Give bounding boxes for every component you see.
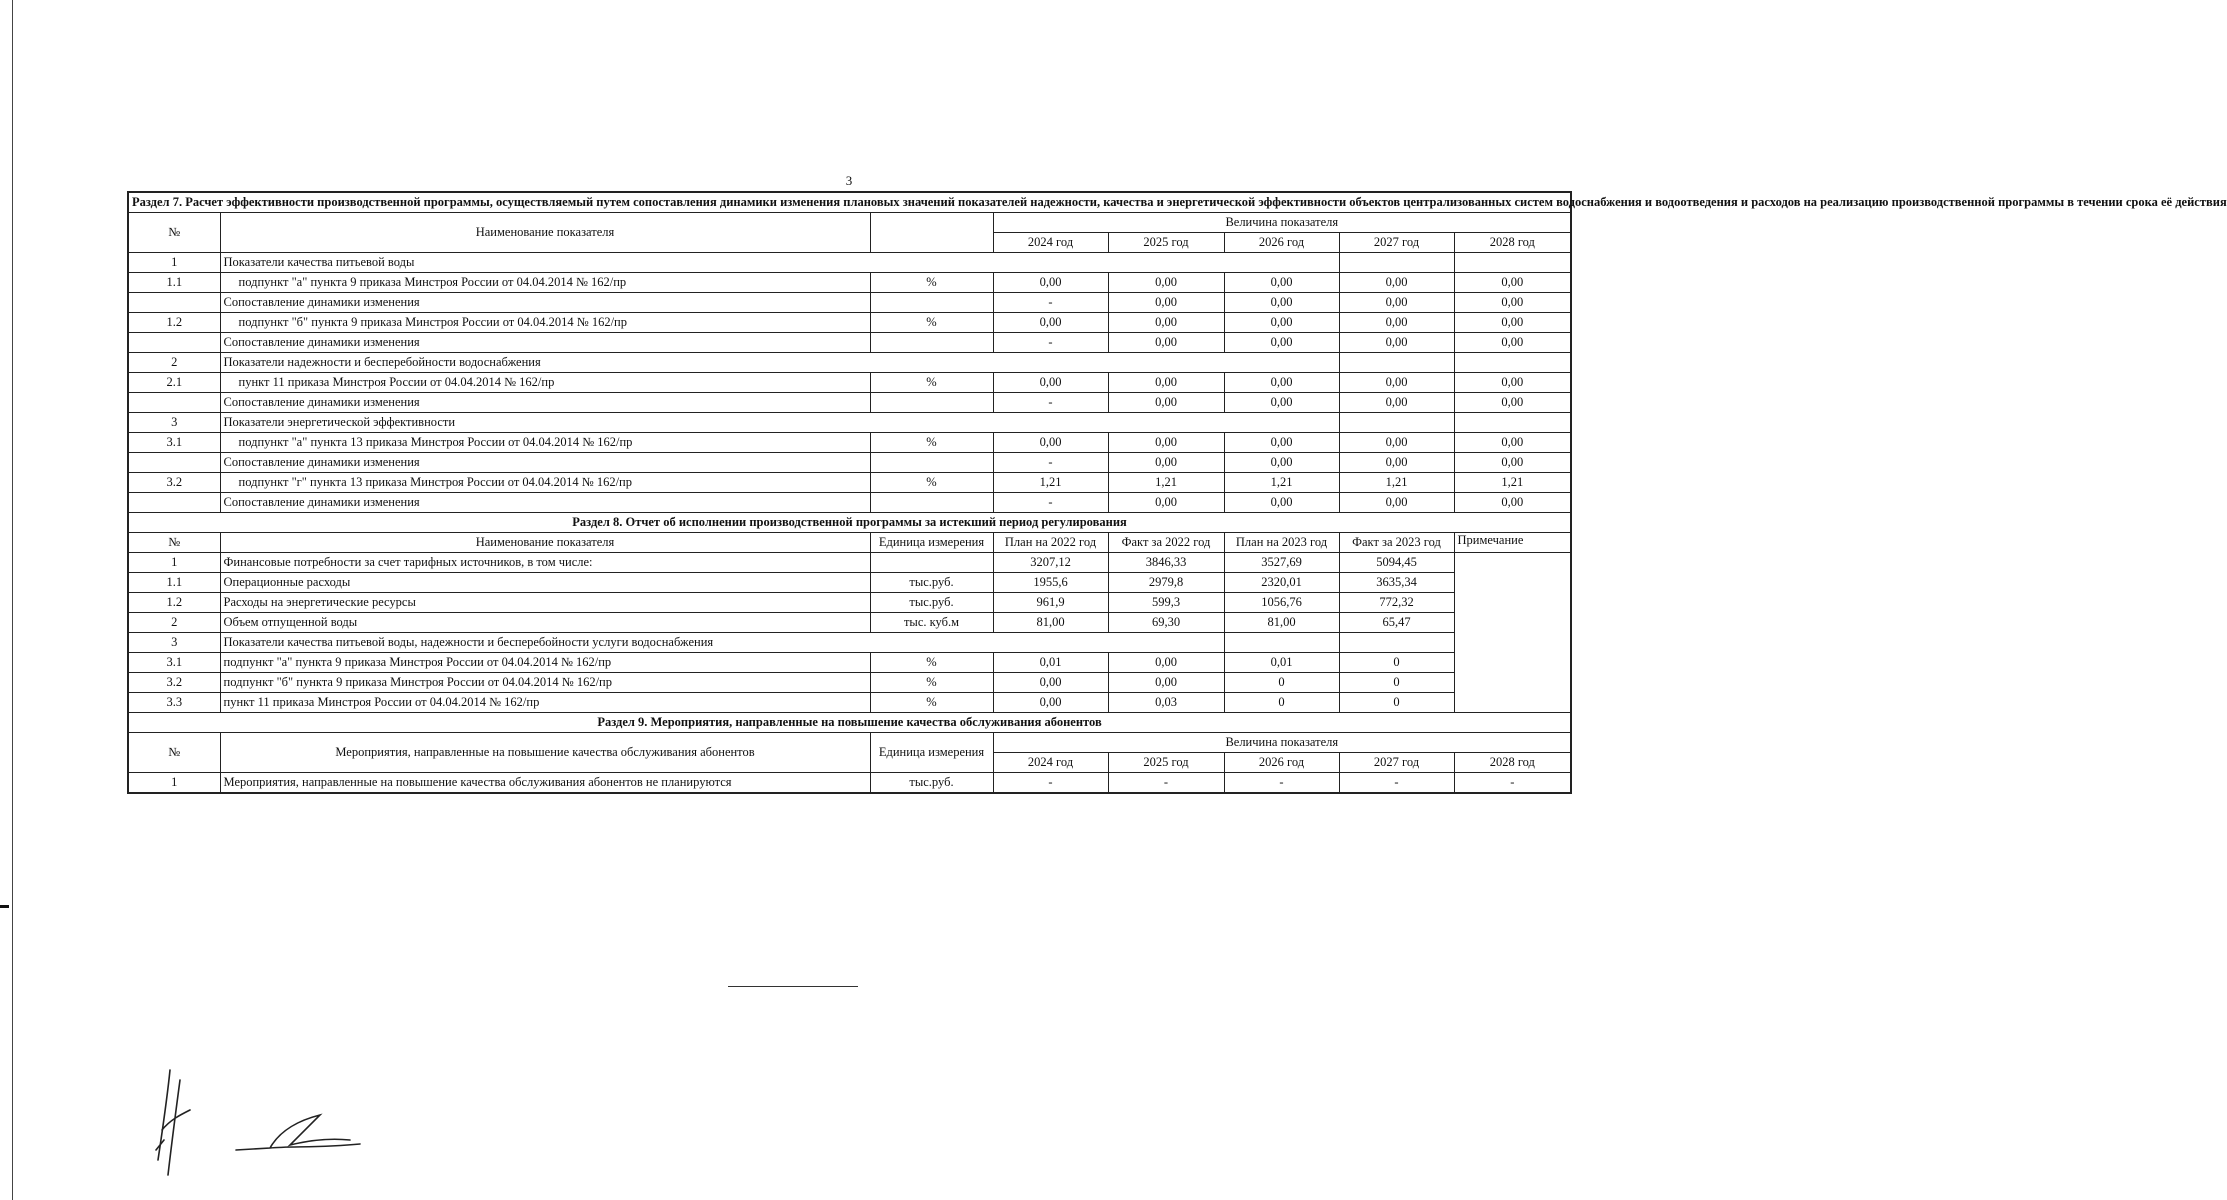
row-group-label: Показатели надежности и бесперебойности водоснабжения — [220, 353, 1339, 373]
table-row — [128, 613, 1571, 633]
row-number: 3 — [128, 413, 220, 433]
row-unit: % — [870, 313, 993, 333]
row-value: 0,00 — [1454, 293, 1571, 313]
table-row — [128, 633, 1571, 653]
row-value: 5094,45 — [1339, 553, 1454, 573]
row-value: 0,00 — [1339, 373, 1454, 393]
row-unit: % — [870, 673, 993, 693]
row-value: 0,00 — [1454, 453, 1571, 473]
row-value: - — [993, 773, 1108, 794]
row-unit: % — [870, 693, 993, 713]
row-value: 0,00 — [1108, 293, 1224, 313]
row-number — [128, 333, 220, 353]
col-header-year: 2025 год — [1108, 753, 1224, 773]
table-row — [128, 593, 1571, 613]
row-value: 961,9 — [993, 593, 1108, 613]
row-value: 0,00 — [993, 433, 1108, 453]
row-value: - — [993, 393, 1108, 413]
row-value: 0,01 — [993, 653, 1108, 673]
col-header-year: 2024 год — [993, 753, 1108, 773]
col-header-name: Наименование показателя — [220, 533, 870, 553]
table-row — [128, 773, 1571, 794]
row-unit: % — [870, 473, 993, 493]
col-header-period: План на 2022 год — [993, 533, 1108, 553]
row-value: - — [993, 333, 1108, 353]
table-row — [128, 413, 1571, 433]
row-value: 1,21 — [1454, 473, 1571, 493]
row-value: 2320,01 — [1224, 573, 1339, 593]
row-number: 3.1 — [128, 433, 220, 453]
table-cell — [1454, 413, 1571, 433]
row-value: 0,00 — [1108, 333, 1224, 353]
row-value: 0,00 — [1454, 313, 1571, 333]
row-value: - — [1224, 773, 1339, 794]
row-value: 0,00 — [1339, 493, 1454, 513]
col-header-num: № — [128, 733, 220, 773]
row-value: 0 — [1339, 673, 1454, 693]
col-header-value: Величина показателя — [993, 213, 1571, 233]
row-number: 1.2 — [128, 313, 220, 333]
row-value: 1,21 — [1224, 473, 1339, 493]
row-value: 0,00 — [1224, 273, 1339, 293]
table-row — [128, 693, 1571, 713]
row-value: 0,00 — [993, 673, 1108, 693]
row-value: 0,00 — [1108, 373, 1224, 393]
col-header-year: 2026 год — [1224, 753, 1339, 773]
row-value: 0,00 — [1108, 673, 1224, 693]
row-number — [128, 293, 220, 313]
col-header-year: 2024 год — [993, 233, 1108, 253]
section9-title: Раздел 9. Мероприятия, направленные на повышение качества обслуживания абонентов — [128, 713, 1571, 733]
section7-header-row — [128, 213, 1571, 233]
row-label: пункт 11 приказа Минстроя России от 04.04.2014 № 162/пр — [220, 693, 870, 713]
row-value: 2979,8 — [1108, 573, 1224, 593]
row-unit — [870, 293, 993, 313]
row-label: пункт 11 приказа Минстроя России от 04.04.2014 № 162/пр — [220, 373, 870, 393]
row-group-label: Показатели энергетической эффективности — [220, 413, 1339, 433]
row-label: Сопоставление динамики изменения — [220, 453, 870, 473]
col-header-year: 2025 год — [1108, 233, 1224, 253]
report-table-body — [128, 192, 2227, 793]
row-value: 0,00 — [1454, 273, 1571, 293]
row-value: 0,00 — [1339, 333, 1454, 353]
row-value: 3207,12 — [993, 553, 1108, 573]
table-row — [128, 373, 1571, 393]
row-label: Расходы на энергетические ресурсы — [220, 593, 870, 613]
row-number — [128, 453, 220, 473]
table-row — [128, 433, 1571, 453]
row-value: 0,00 — [1224, 453, 1339, 473]
row-number: 2 — [128, 353, 220, 373]
table-row — [128, 573, 1571, 593]
row-unit: % — [870, 433, 993, 453]
row-value: 0,00 — [993, 273, 1108, 293]
col-header-year: 2028 год — [1454, 233, 1571, 253]
row-value: 1056,76 — [1224, 593, 1339, 613]
row-value: 1955,6 — [993, 573, 1108, 593]
section8-title: Раздел 8. Отчет об исполнении производственной программы за истекший период регулирования — [128, 513, 1571, 533]
row-label: Операционные расходы — [220, 573, 870, 593]
table-row — [128, 393, 1571, 413]
row-label: подпункт "б" пункта 9 приказа Минстроя России от 04.04.2014 № 162/пр — [220, 313, 870, 333]
col-header-year: 2026 год — [1224, 233, 1339, 253]
table-row — [128, 253, 1571, 273]
col-header-num: № — [128, 213, 220, 253]
report-table — [127, 191, 2227, 794]
row-value: 0,01 — [1224, 653, 1339, 673]
col-header-name: Наименование показателя — [220, 213, 870, 253]
row-number: 3.1 — [128, 653, 220, 673]
row-label: Сопоставление динамики изменения — [220, 333, 870, 353]
row-value: 0,00 — [993, 693, 1108, 713]
table-row — [128, 353, 1571, 373]
page-edge-mark — [0, 905, 9, 908]
col-header-unit: Единица измерения — [870, 733, 993, 773]
col-header-year: 2028 год — [1454, 753, 1571, 773]
row-unit: % — [870, 273, 993, 293]
row-value: 0,03 — [1108, 693, 1224, 713]
row-number: 2 — [128, 613, 220, 633]
row-value: - — [1339, 773, 1454, 794]
row-value: 81,00 — [1224, 613, 1339, 633]
row-unit: % — [870, 653, 993, 673]
row-value: 0 — [1224, 693, 1339, 713]
col-header-period: Факт за 2023 год — [1339, 533, 1454, 553]
row-value: 1,21 — [1339, 473, 1454, 493]
table-row — [128, 293, 1571, 313]
row-value: 0 — [1339, 653, 1454, 673]
section7-title-row — [128, 192, 1571, 213]
row-label: Сопоставление динамики изменения — [220, 493, 870, 513]
row-value: 599,3 — [1108, 593, 1224, 613]
row-unit: тыс.руб. — [870, 573, 993, 593]
row-unit — [870, 333, 993, 353]
row-value: 0,00 — [1339, 293, 1454, 313]
table-cell — [1339, 353, 1454, 373]
row-value: 0,00 — [1454, 393, 1571, 413]
row-unit: % — [870, 373, 993, 393]
col-header-year: 2027 год — [1339, 233, 1454, 253]
row-number: 1 — [128, 773, 220, 794]
row-value: 0,00 — [1224, 373, 1339, 393]
table-cell — [1339, 253, 1454, 273]
row-value: 0,00 — [1454, 493, 1571, 513]
row-value: 0,00 — [1224, 313, 1339, 333]
note-cell — [1454, 553, 1571, 713]
row-value: 0,00 — [1224, 333, 1339, 353]
table-cell — [1454, 353, 1571, 373]
row-value: 0,00 — [1454, 373, 1571, 393]
row-label: Мероприятия, направленные на повышение качества обслуживания абонентов не планируются — [220, 773, 870, 794]
row-value: 81,00 — [993, 613, 1108, 633]
row-unit — [870, 553, 993, 573]
row-value: 0,00 — [1454, 333, 1571, 353]
row-number: 3 — [128, 633, 220, 653]
row-number: 3.2 — [128, 673, 220, 693]
row-label: подпункт "а" пункта 9 приказа Минстроя России от 04.04.2014 № 162/пр — [220, 653, 870, 673]
section9-title-row — [128, 713, 1571, 733]
row-value: 3527,69 — [1224, 553, 1339, 573]
row-value: 3846,33 — [1108, 553, 1224, 573]
table-row — [128, 453, 1571, 473]
table-cell — [1339, 413, 1454, 433]
row-label: подпункт "а" пункта 13 приказа Минстроя России от 04.04.2014 № 162/пр — [220, 433, 870, 453]
row-value: - — [993, 293, 1108, 313]
row-label: подпункт "а" пункта 9 приказа Минстроя России от 04.04.2014 № 162/пр — [220, 273, 870, 293]
row-unit: тыс.руб. — [870, 593, 993, 613]
row-value: 0,00 — [1108, 313, 1224, 333]
table-cell — [1454, 253, 1571, 273]
row-value: - — [993, 493, 1108, 513]
row-number: 1.1 — [128, 273, 220, 293]
row-value: - — [993, 453, 1108, 473]
table-row — [128, 493, 1571, 513]
table-row — [128, 653, 1571, 673]
row-value: 0,00 — [1339, 393, 1454, 413]
row-label: Сопоставление динамики изменения — [220, 393, 870, 413]
row-value: 0,00 — [1108, 393, 1224, 413]
row-value: 0,00 — [993, 313, 1108, 333]
row-number: 1 — [128, 253, 220, 273]
row-number: 3.2 — [128, 473, 220, 493]
row-group-label: Показатели качества питьевой воды, надежности и бесперебойности услуги водоснабжения — [220, 633, 1224, 653]
row-value: 0,00 — [1339, 453, 1454, 473]
row-unit — [870, 393, 993, 413]
col-header-period: Факт за 2022 год — [1108, 533, 1224, 553]
page-number: 3 — [845, 173, 853, 188]
row-value: 772,32 — [1339, 593, 1454, 613]
col-header-period: План на 2023 год — [1224, 533, 1339, 553]
row-value: 65,47 — [1339, 613, 1454, 633]
row-number: 1 — [128, 553, 220, 573]
row-value: 0,00 — [1108, 273, 1224, 293]
row-value: 0,00 — [1108, 433, 1224, 453]
row-unit: тыс.руб. — [870, 773, 993, 794]
table-row — [128, 673, 1571, 693]
row-value: 0,00 — [1224, 493, 1339, 513]
table-cell — [1339, 633, 1454, 653]
row-group-label: Показатели качества питьевой воды — [220, 253, 1339, 273]
col-header-year: 2027 год — [1339, 753, 1454, 773]
row-value: 0,00 — [1108, 653, 1224, 673]
row-number — [128, 493, 220, 513]
col-header-num: № — [128, 533, 220, 553]
row-number — [128, 393, 220, 413]
row-value: 0,00 — [993, 373, 1108, 393]
row-value: 69,30 — [1108, 613, 1224, 633]
col-header-unit-empty — [870, 213, 993, 253]
row-value: 0,00 — [1339, 433, 1454, 453]
table-row — [128, 333, 1571, 353]
col-header-unit: Единица измерения — [870, 533, 993, 553]
table-row — [128, 313, 1571, 333]
row-label: Финансовые потребности за счет тарифных источников, в том числе: — [220, 553, 870, 573]
table-row — [128, 473, 1571, 493]
col-header-value: Величина показателя — [993, 733, 1571, 753]
row-unit: тыс. куб.м — [870, 613, 993, 633]
handwritten-signature — [150, 1060, 380, 1180]
row-value: 0,00 — [1224, 393, 1339, 413]
row-number: 1.1 — [128, 573, 220, 593]
row-value: 3635,34 — [1339, 573, 1454, 593]
col-header-note: Примечание — [1454, 533, 1571, 553]
row-value: 0,00 — [1454, 433, 1571, 453]
row-value: 0 — [1339, 693, 1454, 713]
row-label: подпункт "г" пункта 13 приказа Минстроя России от 04.04.2014 № 162/пр — [220, 473, 870, 493]
row-value: 0,00 — [1108, 493, 1224, 513]
row-value: 0 — [1224, 673, 1339, 693]
row-number: 2.1 — [128, 373, 220, 393]
row-value: 0,00 — [1224, 293, 1339, 313]
row-label: Сопоставление динамики изменения — [220, 293, 870, 313]
row-unit — [870, 493, 993, 513]
row-value: 0,00 — [1339, 273, 1454, 293]
row-value: 0,00 — [1108, 453, 1224, 473]
section8-title-row — [128, 513, 1571, 533]
row-value: 1,21 — [993, 473, 1108, 493]
row-unit — [870, 453, 993, 473]
footer-divider — [728, 986, 858, 987]
table-row — [128, 553, 1571, 573]
col-header-name: Мероприятия, направленные на повышение качества обслуживания абонентов — [220, 733, 870, 773]
row-label: Объем отпущенной воды — [220, 613, 870, 633]
row-label: подпункт "б" пункта 9 приказа Минстроя России от 04.04.2014 № 162/пр — [220, 673, 870, 693]
row-value: - — [1108, 773, 1224, 794]
section9-header-row — [128, 733, 1571, 753]
row-value: - — [1454, 773, 1571, 794]
section7-title: Раздел 7. Расчет эффективности производственной программы, осуществляемый путем сопоставления динамики изменения плановых значений показателей надежности, качества и энергетической эффективности объектов централизованных систем водоснабжения и водоотведения и расходов на реализацию производственной программы в течении срока её действия — [128, 192, 1571, 213]
row-value: 1,21 — [1108, 473, 1224, 493]
row-value: 0,00 — [1339, 313, 1454, 333]
row-number: 1.2 — [128, 593, 220, 613]
table-cell — [1224, 633, 1339, 653]
row-number: 3.3 — [128, 693, 220, 713]
table-row — [128, 273, 1571, 293]
row-value: 0,00 — [1224, 433, 1339, 453]
section8-header-row — [128, 533, 1571, 553]
